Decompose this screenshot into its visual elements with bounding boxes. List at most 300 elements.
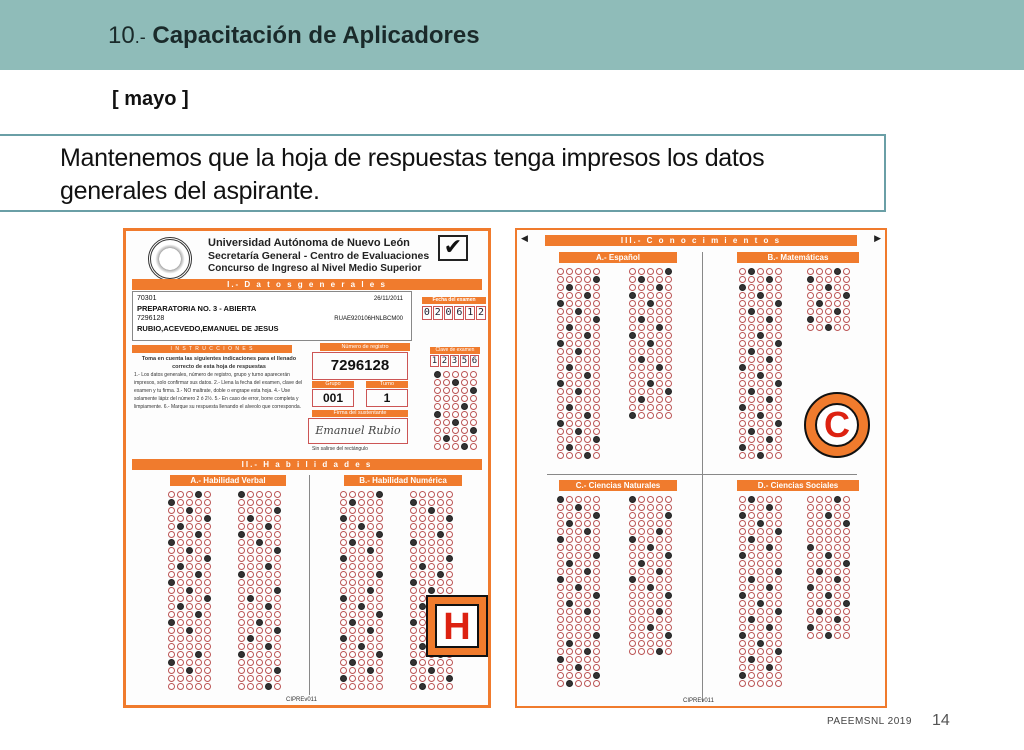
digit-box: 6 [471, 356, 478, 366]
answer-bubble [349, 571, 356, 578]
answer-bubble [410, 587, 417, 594]
answer-bubble [843, 308, 850, 315]
answer-bubble [566, 520, 573, 527]
datos-code: 70301 [137, 295, 157, 302]
answer-bubble [274, 627, 281, 634]
answer-bubble [340, 651, 347, 658]
answer-bubble [807, 544, 814, 551]
answer-bubble [410, 619, 417, 626]
answer-bubble [168, 579, 175, 586]
answer-bubble [367, 635, 374, 642]
answer-bubble [443, 379, 450, 386]
answer-bubble [629, 412, 636, 419]
answer-bubble [807, 528, 814, 535]
answer-bubble [177, 531, 184, 538]
answer-bubble [748, 632, 755, 639]
answer-bubble [168, 675, 175, 682]
answer-bubble [757, 284, 764, 291]
answer-bubble [446, 667, 453, 674]
answer-bubble [575, 276, 582, 283]
answer-bubble [195, 659, 202, 666]
answer-bubble [274, 683, 281, 690]
bubble-grid-sociales-2 [807, 496, 851, 639]
answer-bubble [256, 667, 263, 674]
answer-bubble [584, 388, 591, 395]
section-habilidad-verbal: A.- Habilidad Verbal [170, 475, 286, 486]
answer-bubble [238, 507, 245, 514]
answer-bubble [665, 292, 672, 299]
answer-bubble [367, 539, 374, 546]
answer-bubble [204, 651, 211, 658]
answer-bubble [566, 576, 573, 583]
answer-bubble [825, 584, 832, 591]
answer-bubble [843, 504, 850, 511]
answer-bubble [638, 632, 645, 639]
answer-bubble [256, 651, 263, 658]
answer-bubble [186, 579, 193, 586]
answer-bubble [452, 387, 459, 394]
answer-bubble [629, 284, 636, 291]
answer-bubble [557, 308, 564, 315]
answer-bubble [593, 584, 600, 591]
answer-bubble [739, 428, 746, 435]
answer-bubble [238, 515, 245, 522]
answer-bubble [816, 300, 823, 307]
answer-bubble [739, 600, 746, 607]
answer-bubble [766, 348, 773, 355]
answer-bubble [367, 507, 374, 514]
answer-bubble [470, 411, 477, 418]
answer-bubble [575, 568, 582, 575]
answer-bubble [238, 619, 245, 626]
answer-bubble [665, 372, 672, 379]
answer-bubble [566, 412, 573, 419]
answer-bubble [376, 627, 383, 634]
answer-bubble [557, 632, 564, 639]
answer-bubble [748, 536, 755, 543]
answer-bubble [557, 420, 564, 427]
answer-bubble [274, 675, 281, 682]
answer-bubble [168, 683, 175, 690]
answer-bubble [238, 627, 245, 634]
clave-digits [430, 355, 479, 367]
digit-box: 2 [478, 307, 485, 318]
answer-bubble [419, 595, 426, 602]
answer-bubble [748, 324, 755, 331]
answer-bubble [434, 443, 441, 450]
answer-bubble [748, 496, 755, 503]
answer-bubble [665, 624, 672, 631]
answer-bubble [186, 507, 193, 514]
answer-bubble [566, 632, 573, 639]
answer-bubble [766, 616, 773, 623]
digit-box: 0 [445, 307, 452, 318]
answer-bubble [665, 632, 672, 639]
answer-bubble [757, 364, 764, 371]
checkmark-icon: ✔ [438, 235, 468, 261]
answer-bubble [247, 667, 254, 674]
answer-bubble [274, 651, 281, 658]
answer-bubble [748, 680, 755, 687]
answer-bubble [843, 624, 850, 631]
answer-bubble [195, 555, 202, 562]
answer-bubble [195, 563, 202, 570]
answer-bubble [265, 659, 272, 666]
answer-bubble [168, 667, 175, 674]
answer-bubble [376, 643, 383, 650]
answer-bubble [843, 632, 850, 639]
answer-bubble [748, 640, 755, 647]
answer-bubble [274, 547, 281, 554]
answer-bubble [186, 515, 193, 522]
answer-bubble [807, 284, 814, 291]
answer-bubble [265, 603, 272, 610]
answer-bubble [807, 608, 814, 615]
digit-box: 5 [461, 356, 468, 366]
digit-box: 2 [434, 307, 441, 318]
answer-bubble [593, 388, 600, 395]
answer-bubble [434, 419, 441, 426]
answer-bubble [748, 656, 755, 663]
answer-bubble [340, 619, 347, 626]
version-badge-h [426, 595, 488, 657]
answer-bubble [256, 675, 263, 682]
answer-bubble [340, 555, 347, 562]
answer-bubble [816, 544, 823, 551]
answer-bubble [168, 587, 175, 594]
answer-bubble [757, 632, 764, 639]
answer-bubble [656, 592, 663, 599]
answer-bubble [349, 531, 356, 538]
answer-bubble [638, 284, 645, 291]
answer-bubble [757, 324, 764, 331]
answer-bubble [629, 372, 636, 379]
answer-bubble [766, 592, 773, 599]
grupo-label: Grupo [312, 381, 354, 388]
answer-bubble [419, 627, 426, 634]
answer-bubble [437, 515, 444, 522]
answer-bubble [566, 292, 573, 299]
answer-bubble [367, 523, 374, 530]
answer-bubble [748, 560, 755, 567]
answer-bubble [428, 539, 435, 546]
answer-bubble [434, 435, 441, 442]
answer-bubble [419, 499, 426, 506]
answer-bubble [238, 651, 245, 658]
answer-bubble [358, 683, 365, 690]
version-badge-c [804, 392, 870, 458]
answer-bubble [204, 611, 211, 618]
answer-bubble [557, 592, 564, 599]
answer-bubble [410, 563, 417, 570]
firma-note: Sin salirse del rectángulo [312, 446, 368, 452]
answer-bubble [629, 560, 636, 567]
answer-bubble [825, 592, 832, 599]
answer-bubble [748, 348, 755, 355]
answer-bubble [340, 635, 347, 642]
answer-bubble [593, 656, 600, 663]
answer-bubble [446, 491, 453, 498]
answer-bubble [557, 364, 564, 371]
answer-bubble [557, 396, 564, 403]
answer-bubble [557, 576, 564, 583]
answer-bubble [739, 616, 746, 623]
answer-bubble [593, 324, 600, 331]
answer-bubble [816, 592, 823, 599]
answer-bubble [557, 680, 564, 687]
answer-bubble [647, 536, 654, 543]
answer-bubble [557, 340, 564, 347]
answer-bubble [816, 560, 823, 567]
answer-bubble [739, 444, 746, 451]
answer-bubble [557, 348, 564, 355]
answer-bubble [584, 568, 591, 575]
answer-bubble [557, 552, 564, 559]
title-number: 10 [108, 22, 135, 49]
answer-bubble [593, 552, 600, 559]
answer-bubble [349, 635, 356, 642]
answer-bubble [274, 491, 281, 498]
answer-bubble [584, 560, 591, 567]
answer-bubble [748, 428, 755, 435]
answer-bubble [410, 515, 417, 522]
answer-bubble [665, 648, 672, 655]
answer-bubble [775, 364, 782, 371]
answer-bubble [340, 571, 347, 578]
answer-bubble [247, 643, 254, 650]
answer-bubble [748, 276, 755, 283]
answer-bubble [265, 571, 272, 578]
answer-bubble [195, 643, 202, 650]
answer-bubble [256, 515, 263, 522]
answer-bubble [638, 364, 645, 371]
answer-bubble [428, 571, 435, 578]
answer-bubble [739, 560, 746, 567]
answer-bubble [419, 531, 426, 538]
answer-bubble [358, 595, 365, 602]
answer-bubble [238, 531, 245, 538]
answer-bubble [575, 268, 582, 275]
answer-bubble [247, 523, 254, 530]
answer-bubble [204, 579, 211, 586]
answer-bubble [367, 579, 374, 586]
answer-bubble [739, 672, 746, 679]
answer-bubble [557, 544, 564, 551]
answer-sheet-left [123, 228, 491, 708]
answer-bubble [256, 619, 263, 626]
answer-bubble [638, 396, 645, 403]
answer-bubble [358, 619, 365, 626]
answer-bubble [739, 388, 746, 395]
answer-bubble [766, 664, 773, 671]
answer-bubble [665, 608, 672, 615]
answer-bubble [470, 427, 477, 434]
answer-bubble [647, 648, 654, 655]
answer-bubble [584, 356, 591, 363]
answer-bubble [195, 611, 202, 618]
answer-bubble [461, 427, 468, 434]
answer-bubble [665, 396, 672, 403]
answer-bubble [376, 595, 383, 602]
answer-bubble [629, 576, 636, 583]
answer-bubble [816, 576, 823, 583]
answer-bubble [419, 611, 426, 618]
answer-bubble [186, 563, 193, 570]
answer-bubble [766, 680, 773, 687]
answer-bubble [656, 600, 663, 607]
answer-bubble [274, 539, 281, 546]
answer-bubble [428, 667, 435, 674]
answer-bubble [629, 648, 636, 655]
answer-bubble [593, 356, 600, 363]
answer-bubble [656, 332, 663, 339]
answer-bubble [419, 507, 426, 514]
answer-bubble [775, 648, 782, 655]
answer-bubble [186, 587, 193, 594]
answer-bubble [265, 563, 272, 570]
answer-bubble [825, 520, 832, 527]
answer-bubble [739, 404, 746, 411]
answer-bubble [410, 659, 417, 666]
answer-bubble [748, 372, 755, 379]
answer-bubble [825, 624, 832, 631]
answer-bubble [766, 308, 773, 315]
answer-bubble [195, 635, 202, 642]
answer-bubble [757, 664, 764, 671]
answer-bubble [256, 531, 263, 538]
answer-bubble [367, 555, 374, 562]
digit-box: 3 [451, 356, 458, 366]
answer-bubble [340, 579, 347, 586]
answer-bubble [629, 552, 636, 559]
answer-bubble [816, 536, 823, 543]
answer-bubble [238, 595, 245, 602]
answer-bubble [843, 568, 850, 575]
answer-bubble [825, 496, 832, 503]
answer-bubble [584, 520, 591, 527]
answer-bubble [775, 452, 782, 459]
answer-bubble [461, 371, 468, 378]
answer-bubble [593, 592, 600, 599]
answer-bubble [410, 675, 417, 682]
answer-bubble [665, 268, 672, 275]
answer-bubble [766, 452, 773, 459]
answer-bubble [428, 515, 435, 522]
answer-bubble [437, 531, 444, 538]
answer-bubble [647, 412, 654, 419]
answer-bubble [437, 547, 444, 554]
answer-bubble [825, 528, 832, 535]
answer-bubble [638, 300, 645, 307]
answer-bubble [566, 656, 573, 663]
answer-bubble [575, 300, 582, 307]
answer-bubble [419, 491, 426, 498]
answer-bubble [238, 547, 245, 554]
sheet-code: CIPREv011 [286, 697, 317, 703]
answer-bubble [238, 563, 245, 570]
answer-bubble [238, 659, 245, 666]
answer-bubble [807, 276, 814, 283]
answer-bubble [367, 675, 374, 682]
grupo-value: 001 [312, 389, 354, 407]
answer-bubble [575, 348, 582, 355]
answer-bubble [629, 396, 636, 403]
answer-bubble [629, 584, 636, 591]
answer-bubble [274, 499, 281, 506]
answer-bubble [557, 412, 564, 419]
answer-bubble [638, 584, 645, 591]
answer-bubble [376, 499, 383, 506]
answer-bubble [843, 536, 850, 543]
answer-bubble [575, 536, 582, 543]
answer-bubble [665, 584, 672, 591]
sheet-code: CIPREv011 [683, 698, 714, 704]
answer-bubble [816, 616, 823, 623]
answer-bubble [816, 308, 823, 315]
answer-bubble [739, 552, 746, 559]
answer-bubble [419, 563, 426, 570]
answer-bubble [825, 268, 832, 275]
answer-bubble [739, 608, 746, 615]
answer-bubble [757, 300, 764, 307]
bubble-grid-sociales-1 [739, 496, 783, 687]
answer-bubble [665, 276, 672, 283]
answer-bubble [739, 656, 746, 663]
answer-bubble [358, 643, 365, 650]
answer-bubble [177, 499, 184, 506]
answer-bubble [629, 340, 636, 347]
answer-bubble [766, 672, 773, 679]
answer-bubble [807, 568, 814, 575]
answer-bubble [766, 552, 773, 559]
fecha-digits [422, 306, 486, 320]
answer-bubble [748, 268, 755, 275]
answer-bubble [256, 603, 263, 610]
datos-date: 26/11/2011 [373, 296, 403, 302]
answer-bubble [177, 619, 184, 626]
answer-bubble [446, 531, 453, 538]
answer-bubble [593, 364, 600, 371]
answer-bubble [775, 680, 782, 687]
answer-bubble [584, 576, 591, 583]
answer-bubble [816, 276, 823, 283]
answer-bubble [739, 276, 746, 283]
callout-box [0, 134, 886, 212]
answer-bubble [584, 364, 591, 371]
answer-bubble [656, 512, 663, 519]
answer-bubble [575, 504, 582, 511]
answer-bubble [593, 348, 600, 355]
answer-bubble [557, 372, 564, 379]
answer-bubble [419, 547, 426, 554]
answer-bubble [428, 555, 435, 562]
answer-bubble [629, 300, 636, 307]
bubble-grid-numerica-2 [410, 491, 454, 690]
answer-bubble [807, 316, 814, 323]
answer-bubble [410, 571, 417, 578]
answer-bubble [775, 404, 782, 411]
answer-bubble [584, 536, 591, 543]
answer-bubble [428, 531, 435, 538]
answer-bubble [665, 404, 672, 411]
answer-bubble [349, 659, 356, 666]
answer-bubble [766, 268, 773, 275]
answer-bubble [410, 643, 417, 650]
answer-bubble [739, 536, 746, 543]
datos-generales-box [132, 291, 412, 341]
answer-bubble [843, 324, 850, 331]
answer-bubble [340, 603, 347, 610]
